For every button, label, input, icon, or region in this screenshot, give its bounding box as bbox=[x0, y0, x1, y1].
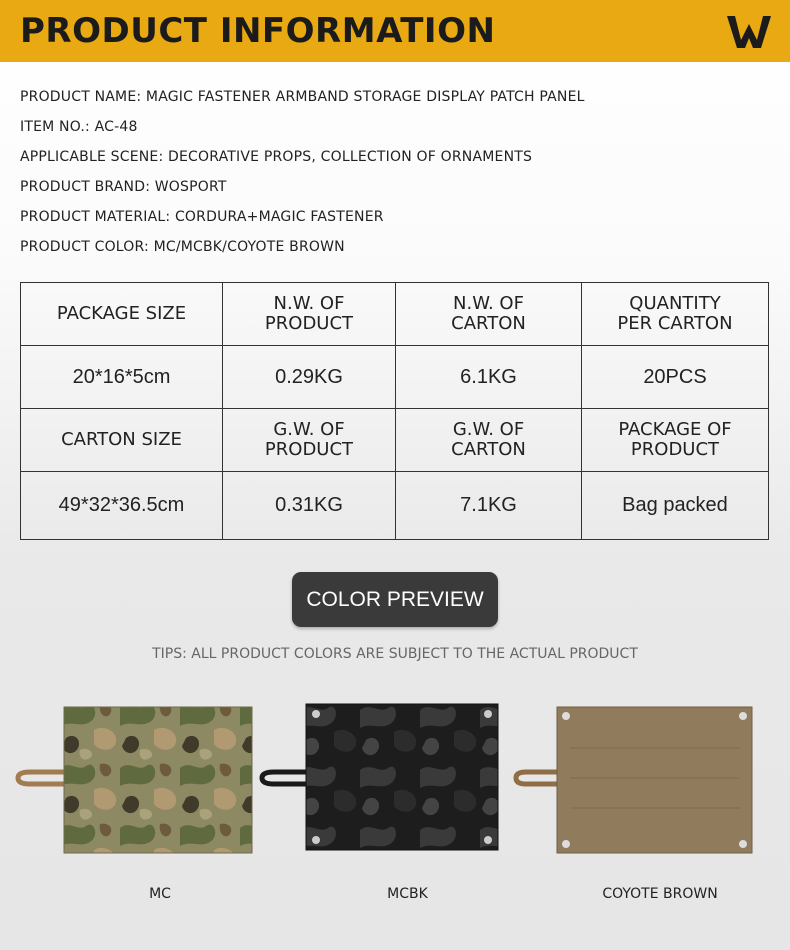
header-cell: N.W. OF PRODUCT bbox=[223, 283, 396, 346]
header-cell: QUANTITY PER CARTON bbox=[582, 283, 769, 346]
product-info-list bbox=[20, 86, 585, 266]
swatch-coyote-brown bbox=[516, 707, 752, 853]
wosport-logo-icon bbox=[726, 14, 772, 50]
value-cell: 0.29KG bbox=[223, 346, 396, 409]
header-cell: N.W. OF CARTON bbox=[396, 283, 582, 346]
table-row bbox=[21, 346, 769, 409]
page-title: PRODUCT INFORMATION bbox=[20, 11, 496, 51]
color-swatches bbox=[0, 700, 790, 860]
caption-mcbk: MCBK bbox=[387, 886, 428, 902]
header-cell: PACKAGE OF PRODUCT bbox=[582, 409, 769, 472]
swatch-mc bbox=[18, 707, 252, 853]
caption-mc: MC bbox=[149, 886, 171, 902]
value-cell: 20*16*5cm bbox=[21, 346, 223, 409]
tips-text: TIPS: ALL PRODUCT COLORS ARE SUBJECT TO THE ACTUAL PRODUCT bbox=[152, 646, 638, 662]
value-cell: 20PCS bbox=[582, 346, 769, 409]
info-item-no: ITEM NO.: AC-48 bbox=[20, 119, 138, 135]
table-row bbox=[21, 472, 769, 540]
info-product-brand: PRODUCT BRAND: WOSPORT bbox=[20, 179, 227, 195]
color-preview-button[interactable]: COLOR PREVIEW bbox=[292, 572, 498, 627]
info-applicable-scene: APPLICABLE SCENE: DECORATIVE PROPS, COLLECTION OF ORNAMENTS bbox=[20, 149, 533, 165]
header-cell: G.W. OF PRODUCT bbox=[223, 409, 396, 472]
swatch-mcbk bbox=[262, 704, 498, 850]
info-product-name: PRODUCT NAME: MAGIC FASTENER ARMBAND STORAGE DISPLAY PATCH PANEL bbox=[20, 89, 585, 105]
value-cell: 7.1KG bbox=[396, 472, 582, 540]
value-cell: 49*32*36.5cm bbox=[21, 472, 223, 540]
value-cell: 6.1KG bbox=[396, 346, 582, 409]
table-row bbox=[21, 409, 769, 472]
value-cell: 0.31KG bbox=[223, 472, 396, 540]
caption-coyote-brown: COYOTE BROWN bbox=[602, 886, 718, 902]
header-cell: PACKAGE SIZE bbox=[21, 283, 223, 346]
spec-table bbox=[20, 282, 769, 540]
header-cell: G.W. OF CARTON bbox=[396, 409, 582, 472]
info-product-color: PRODUCT COLOR: MC/MCBK/COYOTE BROWN bbox=[20, 239, 345, 255]
value-cell: Bag packed bbox=[582, 472, 769, 540]
header-cell: CARTON SIZE bbox=[21, 409, 223, 472]
header-bar bbox=[0, 0, 790, 62]
table-row bbox=[21, 283, 769, 346]
info-product-material: PRODUCT MATERIAL: CORDURA+MAGIC FASTENER bbox=[20, 209, 384, 225]
